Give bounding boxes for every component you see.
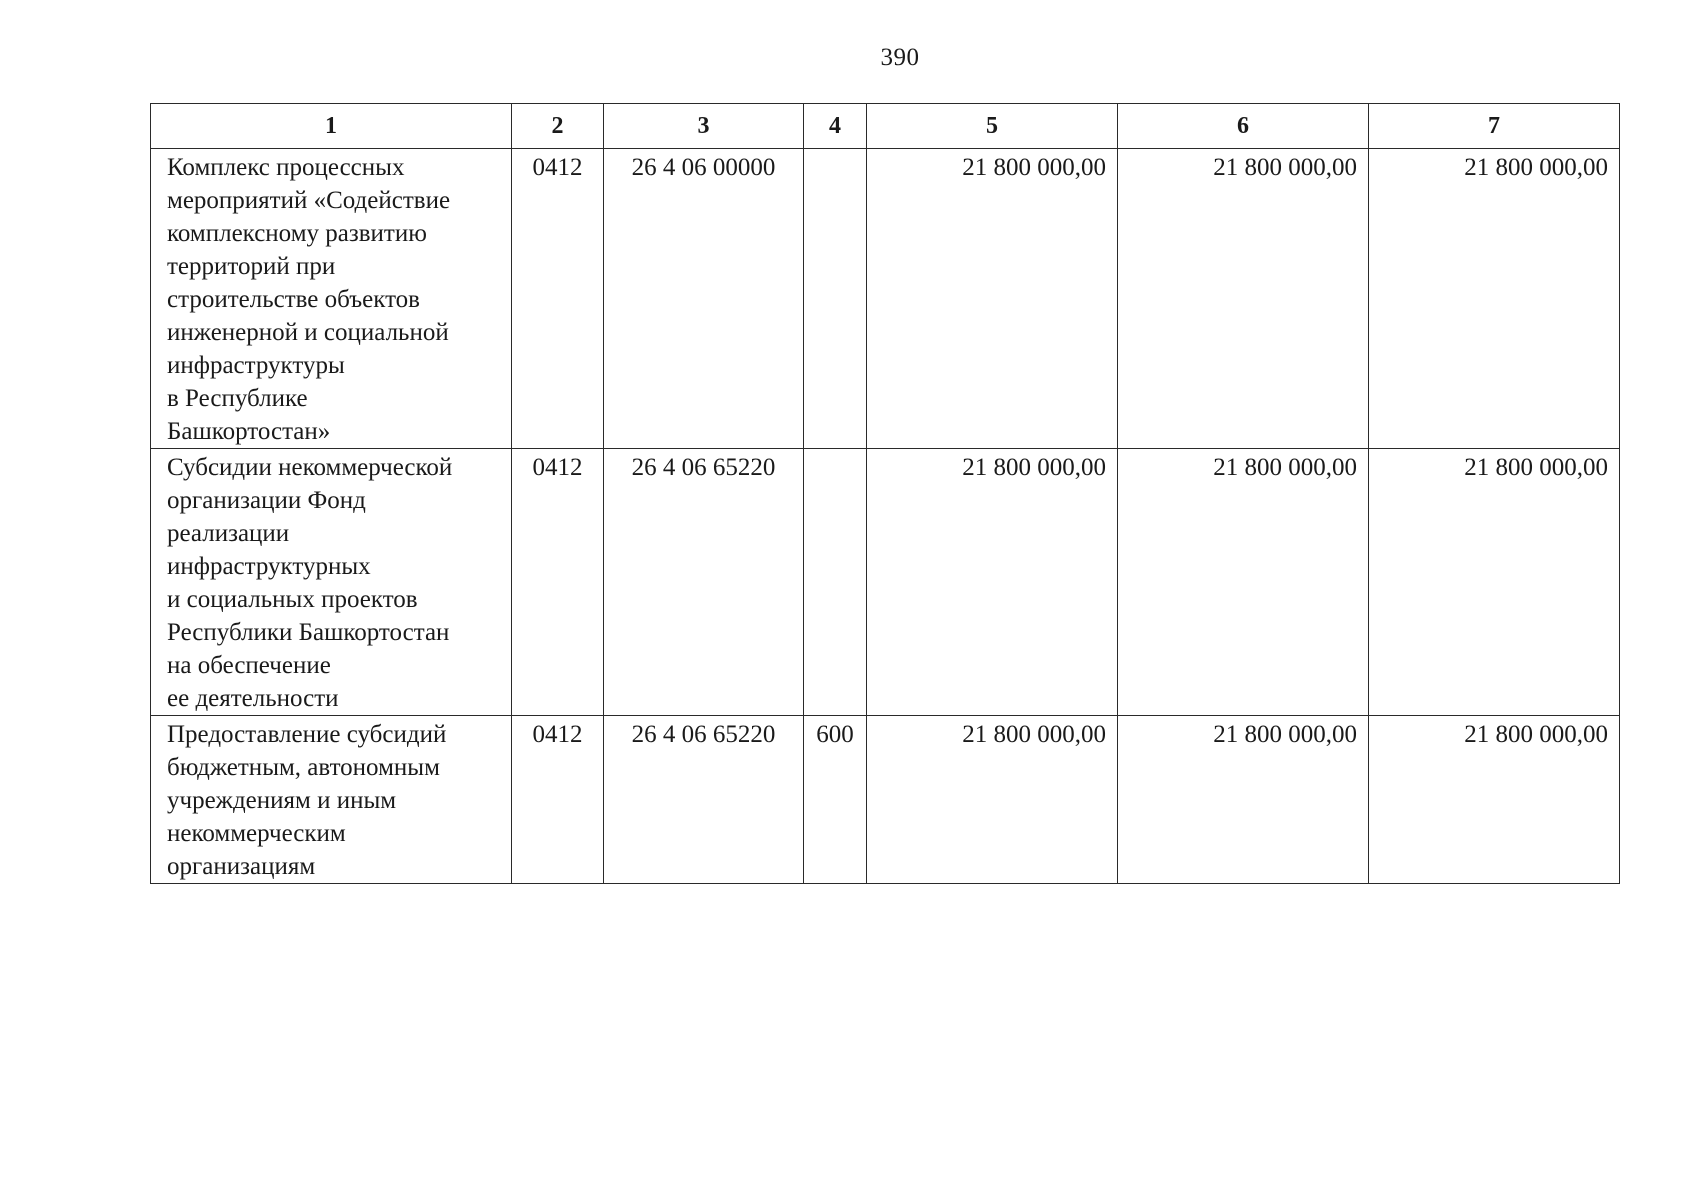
budget-table xyxy=(150,103,1620,884)
column-header-5: 5 xyxy=(867,104,1118,149)
column-header-7: 7 xyxy=(1369,104,1620,149)
expense-type-cell xyxy=(804,149,867,449)
amount-col7-cell: 21 800 000,00 xyxy=(1369,149,1620,449)
target-code-cell: 26 4 06 65220 xyxy=(604,449,804,716)
expense-type-cell xyxy=(804,449,867,716)
row-name-cell: Комплекс процессных мероприятий «Содействие комплексному развитию территорий при строительстве объектов инженерной и социальной инфраструктуры в Республике Башкортостан» xyxy=(151,149,512,449)
table-body xyxy=(151,149,1620,884)
column-header-2: 2 xyxy=(512,104,604,149)
column-header-3: 3 xyxy=(604,104,804,149)
table-row xyxy=(151,716,1620,884)
amount-col5-cell: 21 800 000,00 xyxy=(867,149,1118,449)
column-header-1: 1 xyxy=(151,104,512,149)
expense-type-cell: 600 xyxy=(804,716,867,884)
section-code-cell: 0412 xyxy=(512,449,604,716)
header-row xyxy=(151,104,1620,149)
section-code-cell: 0412 xyxy=(512,149,604,449)
amount-col6-cell: 21 800 000,00 xyxy=(1118,716,1369,884)
amount-col5-cell: 21 800 000,00 xyxy=(867,449,1118,716)
amount-col7-cell: 21 800 000,00 xyxy=(1369,716,1620,884)
amount-col6-cell: 21 800 000,00 xyxy=(1118,149,1369,449)
amount-col6-cell: 21 800 000,00 xyxy=(1118,449,1369,716)
table-header xyxy=(151,104,1620,149)
section-code-cell: 0412 xyxy=(512,716,604,884)
column-header-6: 6 xyxy=(1118,104,1369,149)
target-code-cell: 26 4 06 00000 xyxy=(604,149,804,449)
row-name-cell: Предоставление субсидий бюджетным, автономным учреждениям и иным некоммерческим организациям xyxy=(151,716,512,884)
table-row xyxy=(151,449,1620,716)
target-code-cell: 26 4 06 65220 xyxy=(604,716,804,884)
page-number: 390 xyxy=(880,44,920,71)
amount-col5-cell: 21 800 000,00 xyxy=(867,716,1118,884)
row-name-cell: Субсидии некоммерческой организации Фонд реализации инфраструктурных и социальных проектов Республики Башкортостан на обеспечение ее деятельности xyxy=(151,449,512,716)
amount-col7-cell: 21 800 000,00 xyxy=(1369,449,1620,716)
table-row xyxy=(151,149,1620,449)
column-header-4: 4 xyxy=(804,104,867,149)
